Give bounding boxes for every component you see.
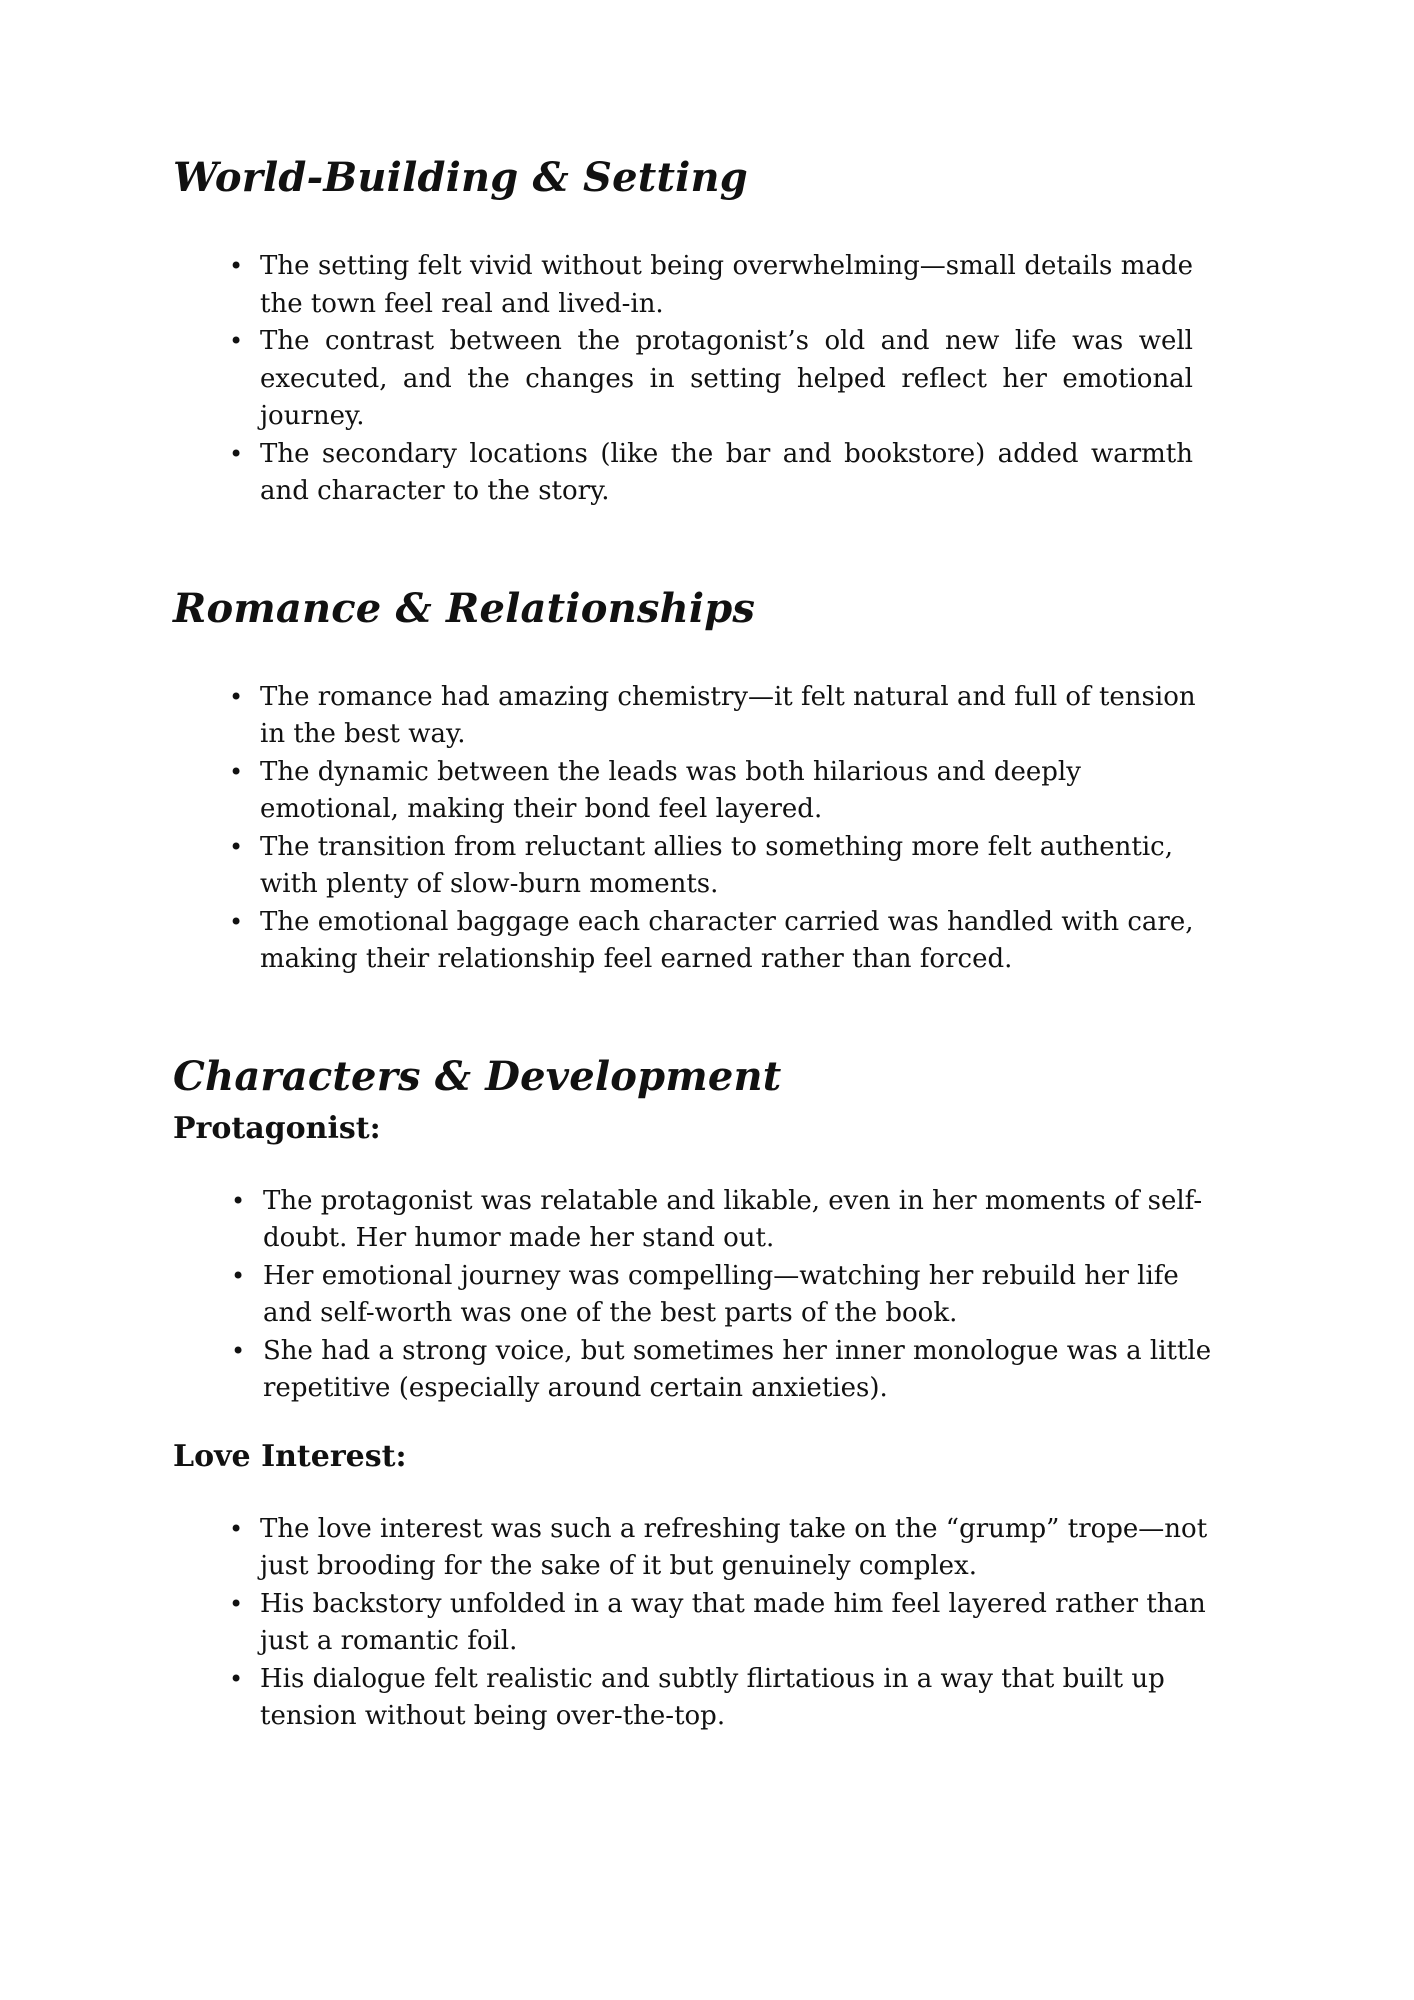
list-item: • The protagonist was relatable and likable, even in her moments of self-doubt. Her humor made her stand out. xyxy=(173,1183,1223,1258)
list-item: • His dialogue felt realistic and subtly flirtatious in a way that built up tension without being over-the-top. xyxy=(173,1661,1213,1736)
list-item: • The love interest was such a refreshing take on the “grump” trope—not just brooding for the sake of it but genuinely complex. xyxy=(173,1511,1213,1586)
list-item: • Her emotional journey was compelling—watching her rebuild her life and self-worth was one of the best parts of the book. xyxy=(173,1258,1223,1333)
section-heading: Characters & Development xyxy=(173,1052,782,1100)
list-item: • The contrast between the protagonist’s old and new life was well executed, and the changes in setting helped reflect her emotional journey. xyxy=(173,323,1193,436)
bullet-list xyxy=(173,248,1193,511)
subsection-heading-love-interest: Love Interest: xyxy=(173,1438,407,1474)
section-world-building xyxy=(173,148,1233,511)
list-item: • The transition from reluctant allies to something more felt authentic, with plenty of slow-burn moments. xyxy=(173,829,1213,904)
section-romance xyxy=(173,579,1233,979)
list-item: • His backstory unfolded in a way that made him feel layered rather than just a romantic foil. xyxy=(173,1586,1213,1661)
list-item: • The setting felt vivid without being overwhelming—small details made the town feel real and lived-in. xyxy=(173,248,1193,323)
subsection-heading-protagonist: Protagonist: xyxy=(173,1110,381,1146)
list-item: • The secondary locations (like the bar and bookstore) added warmth and character to the story. xyxy=(173,436,1193,511)
section-characters xyxy=(173,1047,1233,1736)
list-item: • The dynamic between the leads was both hilarious and deeply emotional, making their bond feel layered. xyxy=(173,754,1213,829)
section-heading: Romance & Relationships xyxy=(173,584,756,632)
bullet-list xyxy=(173,679,1213,979)
list-item: • The emotional baggage each character carried was handled with care, making their relationship feel earned rather than forced. xyxy=(173,904,1213,979)
bullet-list xyxy=(173,1183,1223,1408)
document-page xyxy=(173,148,1233,1736)
list-item: • She had a strong voice, but sometimes her inner monologue was a little repetitive (especially around certain anxieties). xyxy=(173,1333,1223,1408)
list-item: • The romance had amazing chemistry—it felt natural and full of tension in the best way. xyxy=(173,679,1213,754)
bullet-list xyxy=(173,1511,1213,1736)
section-heading: World-Building & Setting xyxy=(173,154,748,201)
